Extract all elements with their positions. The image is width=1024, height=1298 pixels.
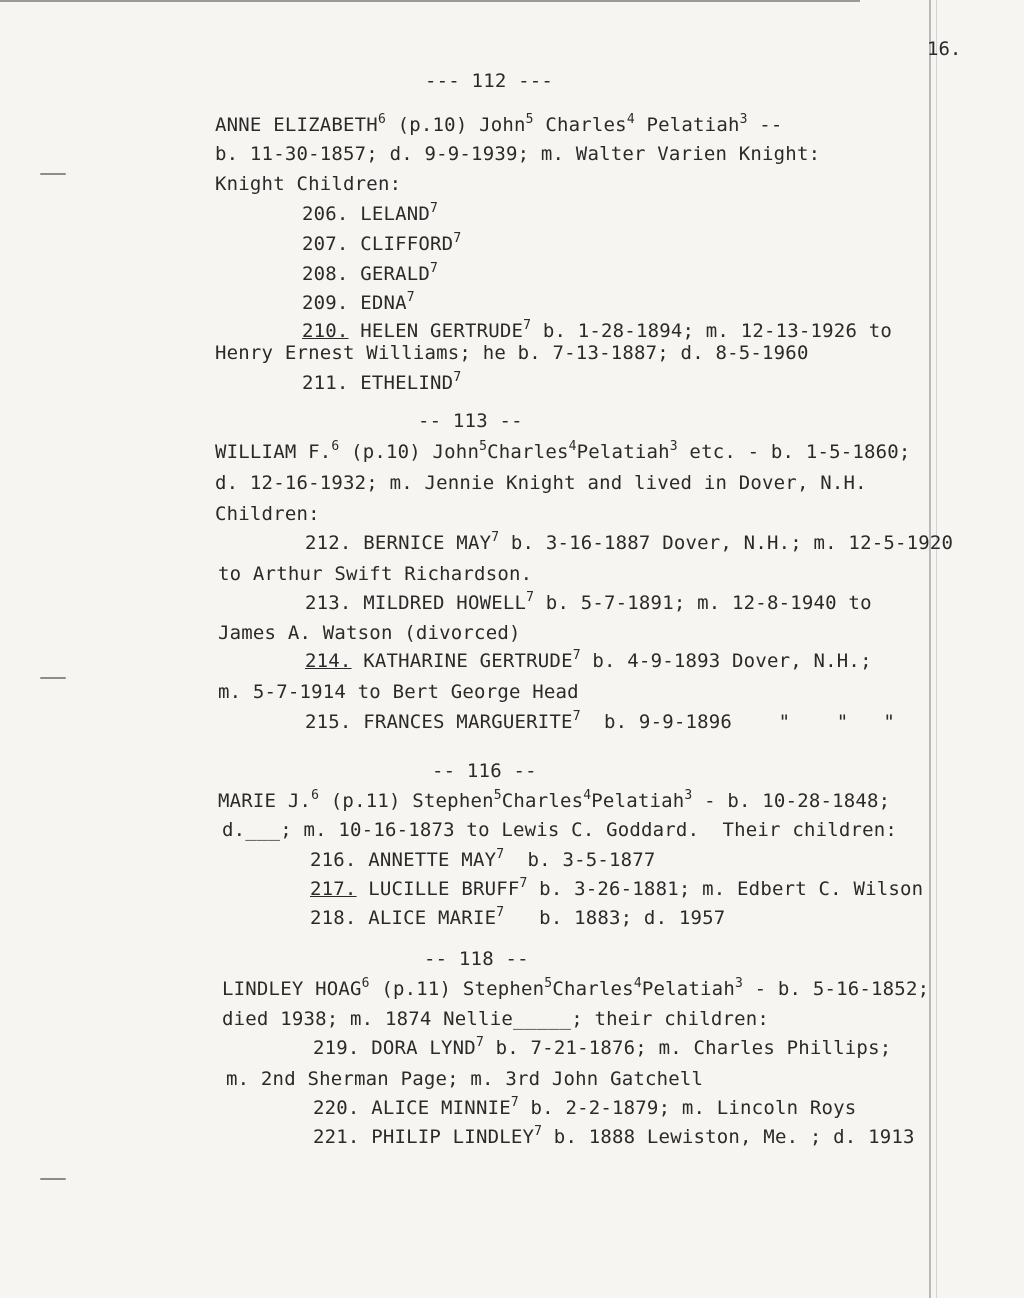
entry-line: b. 11-30-1857; d. 9-9-1939; m. Walter Varien Knight: [215, 143, 821, 165]
entry-line: d. 12-16-1932; m. Jennie Knight and lived in Dover, N.H. [215, 472, 867, 494]
child-entry: 207. CLIFFORD$^7$ [302, 231, 462, 255]
child-entry: 209. EDNA$^7$ [302, 290, 415, 314]
page-number: 16. [927, 38, 962, 60]
margin-rule-secondary [936, 0, 937, 1298]
child-entry: 210. HELEN GERTRUDE$^7$ b. 1-28-1894; m. 12-13-1926 to [302, 318, 892, 342]
margin-rule [929, 0, 931, 1298]
section-header: -- 113 -- [418, 410, 523, 432]
punch-mark [40, 677, 66, 679]
child-entry: 206. LELAND$^7$ [302, 201, 439, 225]
child-entry: 217. LUCILLE BRUFF$^7$ b. 3-26-1881; m. Edbert C. Wilson [310, 876, 924, 900]
child-entry: 215. FRANCES MARGUERITE$^7$ b. 9-9-1896 " " " [305, 709, 895, 733]
child-entry: 214. KATHARINE GERTRUDE$^7$ b. 4-9-1893 Dover, N.H.; [305, 648, 872, 672]
punch-mark [40, 1178, 66, 1180]
entry-line: d.___; m. 10-16-1873 to Lewis C. Goddard. Their children: [222, 819, 898, 841]
entry-line: James A. Watson (divorced) [218, 622, 521, 644]
entry-heading: WILLIAM F.$^6$ (p.10) John$^5$Charles$^4$Pelatiah$^3$ etc. - b. 1-5-1860; [215, 439, 911, 463]
child-entry: 218. ALICE MARIE$^7$ b. 1883; d. 1957 [310, 905, 726, 929]
child-entry: 208. GERALD$^7$ [302, 261, 439, 285]
section-header: -- 118 -- [424, 948, 529, 970]
entry-heading: ANNE ELIZABETH$^6$ (p.10) John$^5$ Charles$^4$ Pelatiah$^3$ -- [215, 112, 783, 136]
child-entry: 220. ALICE MINNIE$^7$ b. 2-2-1879; m. Lincoln Roys [313, 1095, 857, 1119]
top-rule [0, 0, 860, 2]
child-entry: 216. ANNETTE MAY$^7$ b. 3-5-1877 [310, 847, 656, 871]
child-entry: 221. PHILIP LINDLEY$^7$ b. 1888 Lewiston, Me. ; d. 1913 [313, 1124, 915, 1148]
entry-line: m. 5-7-1914 to Bert George Head [218, 681, 579, 703]
entry-line: Henry Ernest Williams; he b. 7-13-1887; d. 8-5-1960 [215, 342, 809, 364]
section-header: -- 116 -- [432, 760, 537, 782]
entry-heading: MARIE J.$^6$ (p.11) Stephen$^5$Charles$^4$Pelatiah$^3$ - b. 10-28-1848; [218, 788, 891, 812]
entry-heading: LINDLEY HOAG$^6$ (p.11) Stephen$^5$Charles$^4$Pelatiah$^3$ - b. 5-16-1852; [222, 976, 930, 1000]
entry-line: Children: [215, 503, 320, 525]
punch-mark [40, 173, 66, 175]
child-entry: 219. DORA LYND$^7$ b. 7-21-1876; m. Charles Phillips; [313, 1035, 892, 1059]
entry-line: to Arthur Swift Richardson. [218, 563, 533, 585]
child-entry: 212. BERNICE MAY$^7$ b. 3-16-1887 Dover, N.H.; m. 12-5-1920 [305, 530, 954, 554]
entry-line: m. 2nd Sherman Page; m. 3rd John Gatchell [226, 1068, 704, 1090]
child-entry: 211. ETHELIND$^7$ [302, 370, 462, 394]
entry-line: died 1938; m. 1874 Nellie_____; their children: [222, 1008, 770, 1030]
child-entry: 213. MILDRED HOWELL$^7$ b. 5-7-1891; m. 12-8-1940 to [305, 590, 872, 614]
entry-line: Knight Children: [215, 173, 402, 195]
section-header: --- 112 --- [425, 70, 554, 92]
